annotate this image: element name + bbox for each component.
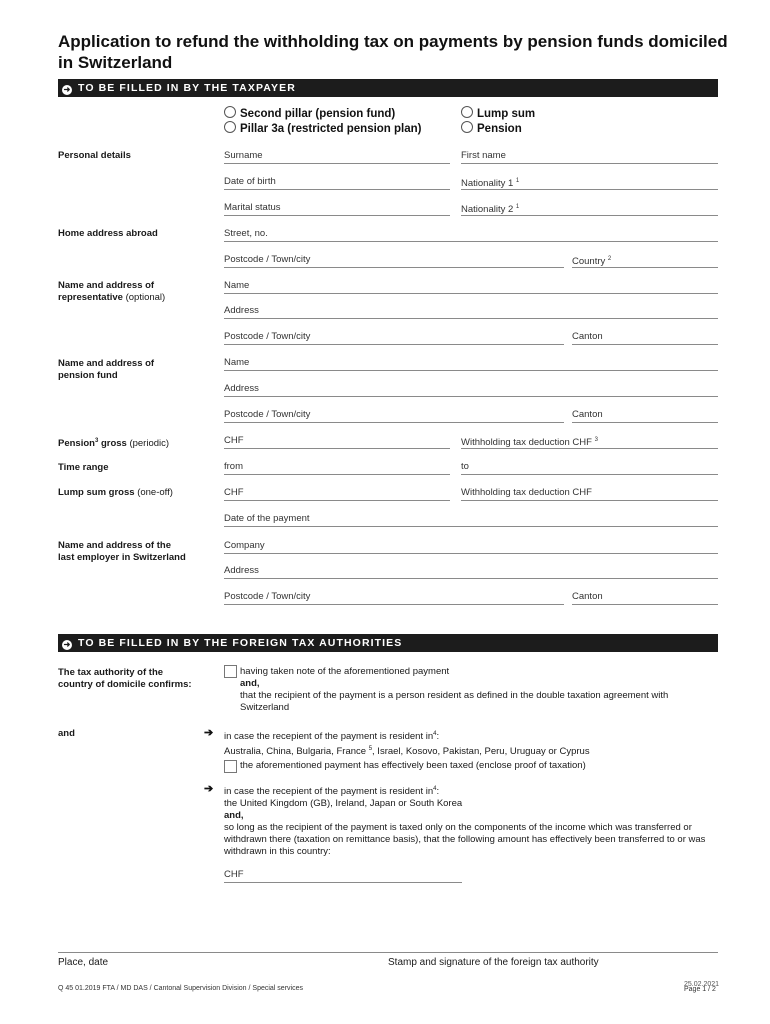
nationality-2-field[interactable]: Nationality 2 $^1$ (461, 201, 718, 216)
confirm-text: having taken note of the aforementioned payment and, that the recipient of the payment is a person resident as defined in the double taxation agreement with Switzerland (240, 666, 669, 713)
fund-name-field[interactable]: Name (224, 356, 718, 371)
from-field[interactable]: from (224, 460, 450, 475)
fund-canton-field[interactable]: Canton (572, 408, 718, 423)
taxed-checkbox[interactable] (224, 760, 237, 773)
date-of-birth-field[interactable]: Date of birth (224, 175, 450, 190)
street-field[interactable]: Street, no. (224, 227, 718, 242)
case2-text: in case the recepient of the payment is resident $in^4$: the United Kingdom (GB), Ireland, Japan or South Korea and, so long as the recipient of the payment is taxed only on the components of the income which was transferred or withdrawn there (taxation on remittance basis), that the following amount has effectively been transferred to or was withdrawn in this country: (224, 786, 706, 858)
employer-postcode-field[interactable]: Postcode / Town/city (224, 590, 564, 605)
pension-wht-field[interactable]: Withholding tax deduction CHF $^3$ (461, 434, 718, 449)
fund-postcode-field[interactable]: Postcode / Town/city (224, 408, 564, 423)
lump-wht-field[interactable]: Withholding tax deduction CHF (461, 486, 718, 501)
remitted-chf-field[interactable]: CHF (224, 868, 462, 883)
label-representative: Name and address of representative (optional) (58, 280, 166, 303)
radio-circle-icon (224, 106, 236, 118)
radio-pension[interactable]: Pension (461, 121, 522, 137)
rep-postcode-field[interactable]: Postcode / Town/city (224, 330, 564, 345)
country-field[interactable]: Country $^2$ (572, 253, 718, 268)
radio-circle-icon (224, 121, 236, 133)
section-title: TO BE FILLED IN BY THE TAXPAYER (78, 82, 296, 94)
lump-chf-field[interactable]: CHF (224, 486, 450, 501)
arrow-right-icon: ➔ (204, 783, 214, 795)
label-time-range: Time range (58, 462, 109, 473)
to-field[interactable]: to (461, 460, 718, 475)
label-tax-authority-confirms: The tax authority of the country of domicile confirms: (58, 667, 192, 690)
label-personal-details: Personal details (58, 150, 131, 161)
employer-address-field[interactable]: Address (224, 564, 718, 579)
signature-divider (58, 952, 718, 953)
label-lump-sum: Lump sum gross (one-off) (58, 487, 173, 498)
radio-pillar-3a[interactable]: Pillar 3a (restricted pension plan) (224, 121, 422, 137)
marital-status-field[interactable]: Marital status (224, 201, 450, 216)
footer-reference: Q 45 01.2019 FTA / MD DAS / Cantonal Supervision Division / Special services (58, 985, 303, 992)
label-pension-fund: Name and address of pension fund (58, 358, 155, 381)
date-of-payment-field[interactable]: Date of the payment (224, 512, 718, 527)
company-field[interactable]: Company (224, 539, 718, 554)
taxed-text: the aforementioned payment has effectively been taxed (enclose proof of taxation) (240, 760, 586, 771)
footer-date: 25.02.2021 (684, 981, 720, 988)
arrow-right-icon: ➔ (204, 727, 214, 739)
page-number: Page 1 / 2 (684, 986, 716, 993)
employer-canton-field[interactable]: Canton (572, 590, 718, 605)
pension-chf-field[interactable]: CHF (224, 434, 450, 449)
radio-circle-icon (461, 106, 473, 118)
label-pension-gross: Pension$^3$ gross (periodic) (58, 438, 170, 450)
arrow-circle-icon: ➜ (63, 85, 71, 94)
section-title: TO BE FILLED IN BY THE FOREIGN TAX AUTHORITIES (78, 637, 403, 649)
surname-field[interactable]: Surname (224, 149, 450, 164)
radio-second-pillar[interactable]: Second pillar (pension fund) (224, 106, 395, 122)
radio-circle-icon (461, 121, 473, 133)
confirm-checkbox[interactable] (224, 665, 237, 678)
page-title: Application to refund the withholding tax on payments by pension funds domiciled in Switzerland (58, 32, 728, 72)
home-postcode-field[interactable]: Postcode / Town/city (224, 253, 564, 268)
label-last-employer: Name and address of the last employer in Switzerland (58, 540, 186, 563)
label-home-address: Home address abroad (58, 228, 158, 239)
label-and: and (58, 728, 75, 739)
radio-lump-sum[interactable]: Lump sum (461, 106, 535, 122)
rep-canton-field[interactable]: Canton (572, 330, 718, 345)
arrow-circle-icon: ➜ (63, 640, 71, 649)
rep-address-field[interactable]: Address (224, 304, 718, 319)
nationality-1-field[interactable]: Nationality 1 $^1$ (461, 175, 718, 190)
section-bar-foreign-authorities (58, 634, 718, 652)
place-date-field[interactable]: Place, date (58, 957, 109, 968)
case1-text: in case the recepient of the payment is resident $in^4$: Australia, China, Bulgaria, France $^5$, Israel, Kosovo, Pakistan, Peru, Uruguay or Cyprus (224, 731, 590, 758)
rep-name-field[interactable]: Name (224, 279, 718, 294)
fund-address-field[interactable]: Address (224, 382, 718, 397)
section-bar-taxpayer (58, 79, 718, 97)
first-name-field[interactable]: First name (461, 149, 718, 164)
stamp-signature-field[interactable]: Stamp and signature of the foreign tax authority (388, 957, 599, 968)
